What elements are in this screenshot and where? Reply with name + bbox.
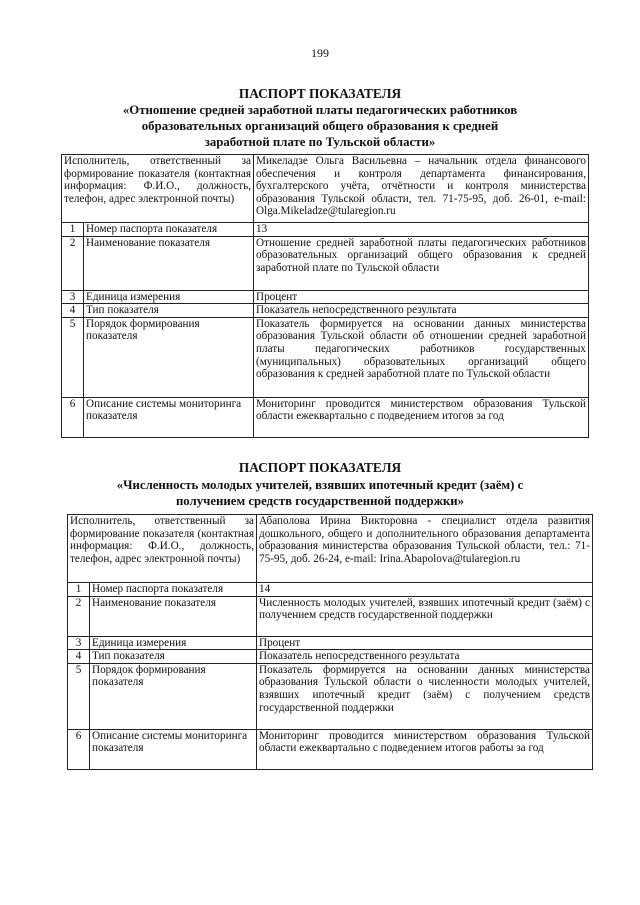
row-label: Номер паспорта показателя <box>90 583 257 597</box>
row-label: Тип показателя <box>90 650 257 664</box>
row-number: 2 <box>62 236 84 290</box>
row-number: 3 <box>62 290 84 304</box>
table-row <box>68 583 593 597</box>
row-label: Наименование показателя <box>84 236 254 290</box>
row-value: Мониторинг проводится министерством образования Тульской области ежеквартально с подведением итогов работы за год <box>257 729 593 769</box>
table-row <box>62 317 589 397</box>
row-value: 14 <box>257 583 593 597</box>
passport-1-subtitle-line-3: заработной плате по Тульской области» <box>204 135 436 149</box>
table-row <box>62 155 589 223</box>
row-value: Отношение средней заработной платы педагогических работников образовательных организаций общего образования к средней заработной плате по Тульской области <box>254 236 589 290</box>
passport-1-subtitle-line-1: «Отношение средней заработной платы педагогических работников <box>122 103 518 117</box>
row-number: 2 <box>68 596 90 636</box>
row-number: 3 <box>68 636 90 650</box>
table-row <box>62 290 589 304</box>
executor-label: Исполнитель, ответственный за формирование показателя (контактная информация: Ф.И.О., должность, телефон, адрес электронной почты) <box>62 155 254 223</box>
row-value: Численность молодых учителей, взявших ипотечный кредит (заём) с получением средств государственной поддержки <box>257 596 593 636</box>
executor-label: Исполнитель, ответственный за формирование показателя (контактная информация: Ф.И.О., должность, телефон, адрес электронной почты) <box>68 515 257 583</box>
row-label: Тип показателя <box>84 304 254 318</box>
row-number: 4 <box>62 304 84 318</box>
table-row <box>62 236 589 290</box>
table-row <box>68 515 593 583</box>
row-label: Порядок формирования показателя <box>84 317 254 397</box>
row-value: Процент <box>254 290 589 304</box>
passport-1-table <box>61 154 589 438</box>
table-row <box>68 650 593 664</box>
table-row <box>68 636 593 650</box>
passport-1-subtitle-line-2: образовательных организаций общего образования к средней <box>141 119 499 133</box>
row-number: 5 <box>68 663 90 729</box>
passport-2-table <box>67 514 593 770</box>
row-value: Мониторинг проводится министерством образования Тульской области ежеквартально с подведением итогов за год <box>254 397 589 437</box>
row-number: 6 <box>68 729 90 769</box>
row-label: Номер паспорта показателя <box>84 223 254 237</box>
passport-2-title: ПАСПОРТ ПОКАЗАТЕЛЯ <box>238 460 402 475</box>
row-value: Процент <box>257 636 593 650</box>
passport-2-subtitle <box>62 477 578 509</box>
table-row <box>68 729 593 769</box>
row-value: Показатель непосредственного результата <box>254 304 589 318</box>
executor-value: Абаполова Ирина Викторовна - специалист отдела развития дошкольного, общего и дополнительного образования департамента образования министерства образования Тульской области, тел.: 71-75-95, доб. 26-24, e-mail: Irina.Abapolova@tularegion.ru <box>257 515 593 583</box>
passport-2-subtitle-line-1: «Численность молодых учителей, взявших ипотечный кредит (заём) с <box>116 478 524 492</box>
row-value: Показатель непосредственного результата <box>257 650 593 664</box>
executor-value: Микеладзе Ольга Васильевна – начальник отдела финансового обеспечения и контроля департамента финансирования, бухгалтерского учёта, отчётности и контроля министерства образования Тульской области, тел. 71-75-95, доб. 26-01, e-mail: Olga.Mikeladze@tularegion.ru <box>254 155 589 223</box>
table-row <box>62 223 589 237</box>
row-number: 6 <box>62 397 84 437</box>
passport-2-subtitle-line-2: получением средств государственной поддержки» <box>175 494 465 508</box>
passport-1-subtitle <box>62 102 578 150</box>
row-label: Единица измерения <box>90 636 257 650</box>
passport-1-title: ПАСПОРТ ПОКАЗАТЕЛЯ <box>238 86 402 101</box>
table-row <box>68 663 593 729</box>
row-label: Единица измерения <box>84 290 254 304</box>
table-row <box>68 596 593 636</box>
row-label: Наименование показателя <box>90 596 257 636</box>
row-number: 4 <box>68 650 90 664</box>
row-value: Показатель формируется на основании данных министерства образования Тульской области о численности молодых учителей, взявших ипотечный кредит (заём) с получением средств государственной поддержки <box>257 663 593 729</box>
page-number: 199 <box>311 46 329 60</box>
table-row <box>62 397 589 437</box>
row-label: Описание системы мониторинга показателя <box>90 729 257 769</box>
row-value: Показатель формируется на основании данных министерства образования Тульской области об отношении средней заработной платы педагогических работников государственных (муниципальных) образовательных организаций общего образования к средней заработной плате по Тульской области <box>254 317 589 397</box>
row-label: Описание системы мониторинга показателя <box>84 397 254 437</box>
row-value: 13 <box>254 223 589 237</box>
row-number: 1 <box>62 223 84 237</box>
table-row <box>62 304 589 318</box>
row-number: 1 <box>68 583 90 597</box>
row-label: Порядок формирования показателя <box>90 663 257 729</box>
row-number: 5 <box>62 317 84 397</box>
